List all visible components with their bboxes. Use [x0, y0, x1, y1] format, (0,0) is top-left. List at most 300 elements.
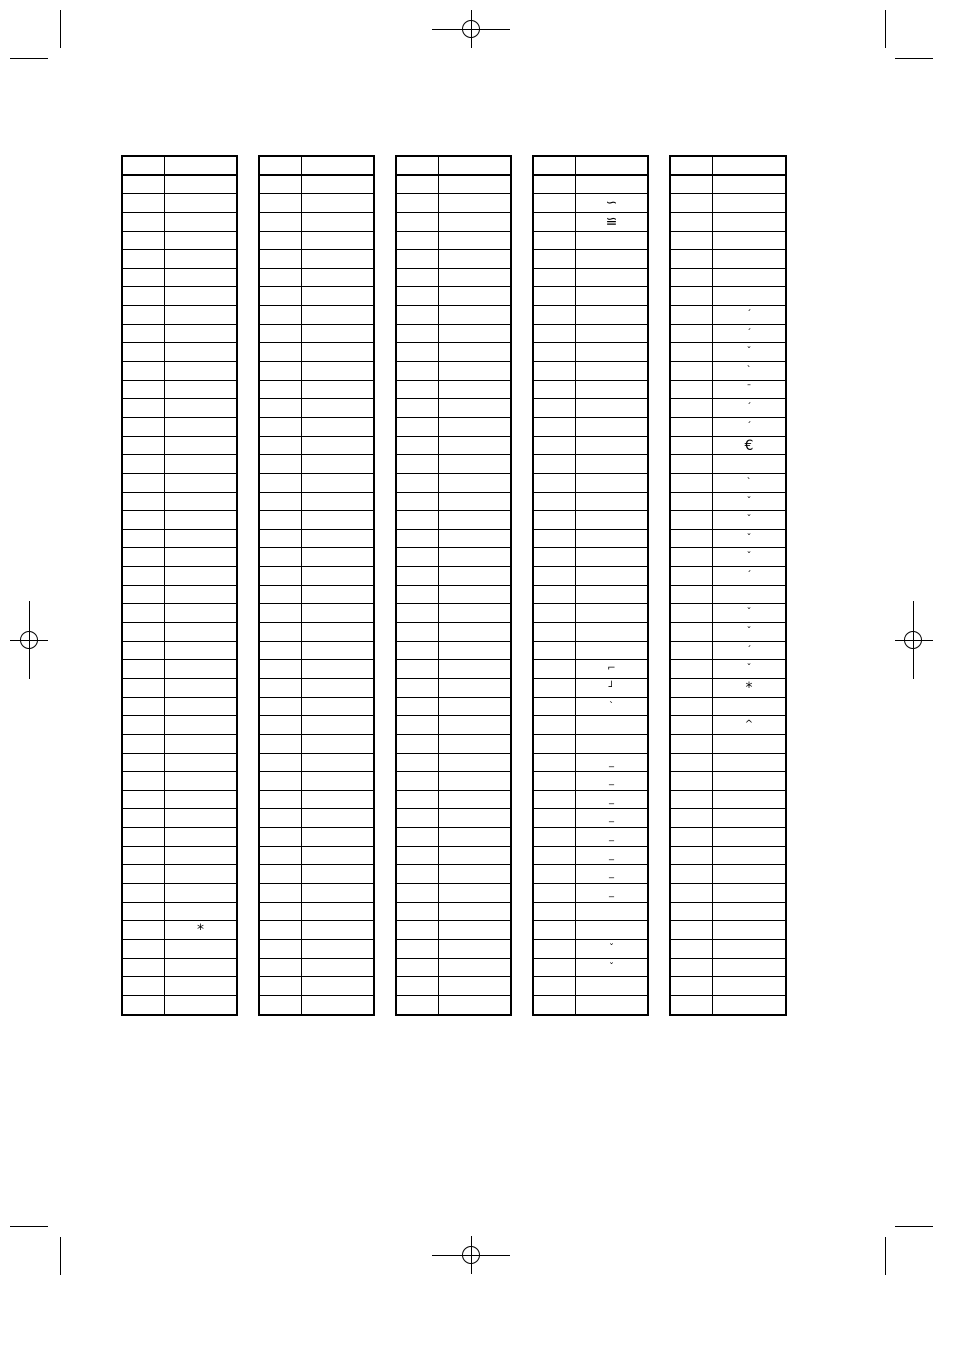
code-cell [671, 269, 713, 287]
code-cell [123, 604, 165, 622]
character-cell [439, 679, 510, 697]
character-cell [576, 530, 647, 548]
character-cell [439, 959, 510, 977]
character-cell [439, 865, 510, 883]
table-row [260, 809, 373, 828]
code-cell [534, 567, 576, 585]
code-cell [534, 306, 576, 324]
table-row [671, 698, 785, 717]
character-cell [302, 381, 373, 399]
table-row [123, 940, 236, 959]
table-row [260, 399, 373, 418]
code-cell [671, 959, 713, 977]
code-cell [123, 567, 165, 585]
table-row [397, 921, 510, 940]
code-cell [534, 716, 576, 734]
table-row [123, 716, 236, 735]
table-row [397, 530, 510, 549]
table-row [534, 548, 647, 567]
code-cell [534, 940, 576, 958]
code-cell [260, 791, 302, 809]
code-cell [671, 157, 713, 174]
character-cell: * [197, 922, 204, 939]
code-cell [534, 455, 576, 473]
table-row [671, 250, 785, 269]
character-cell [439, 194, 510, 212]
code-cell [671, 511, 713, 529]
table-row [397, 306, 510, 325]
table-row [534, 791, 647, 810]
code-cell [671, 642, 713, 660]
character-cell [439, 511, 510, 529]
table-row [260, 604, 373, 623]
character-cell: _ [609, 849, 614, 861]
table-row [123, 809, 236, 828]
code-cell [671, 567, 713, 585]
table-row [397, 269, 510, 288]
table-row [671, 567, 785, 586]
character-cell [576, 176, 647, 194]
code-cell [534, 399, 576, 417]
code-cell [260, 511, 302, 529]
table-row [260, 754, 373, 773]
code-cell [123, 977, 165, 995]
code-cell [123, 306, 165, 324]
table-row [260, 940, 373, 959]
table-row [260, 548, 373, 567]
code-cell [671, 716, 713, 734]
character-cell [165, 287, 236, 305]
character-cell [439, 754, 510, 772]
character-cell [576, 455, 647, 473]
character-cell [576, 623, 647, 641]
table-row [123, 176, 236, 195]
code-cell [123, 250, 165, 268]
table-row [397, 194, 510, 213]
table-row [534, 940, 647, 959]
table-row [123, 567, 236, 586]
table-row [123, 884, 236, 903]
table-row [397, 232, 510, 251]
code-cell [671, 437, 713, 455]
character-cell [439, 567, 510, 585]
character-cell [302, 865, 373, 883]
character-cell [165, 474, 236, 492]
code-cell [671, 213, 713, 231]
code-cell [534, 325, 576, 343]
table-row [397, 772, 510, 791]
code-cell [671, 623, 713, 641]
table-row [123, 530, 236, 549]
character-cell: ˇ [746, 495, 752, 507]
code-cell [260, 772, 302, 790]
table-row [671, 921, 785, 940]
character-cell [165, 996, 236, 1015]
table-row [397, 213, 510, 232]
character-cell [302, 511, 373, 529]
table-row [260, 306, 373, 325]
code-cell [397, 903, 439, 921]
code-cell [397, 567, 439, 585]
code-cell [260, 698, 302, 716]
character-cell [439, 455, 510, 473]
code-cell [397, 791, 439, 809]
character-cell [302, 232, 373, 250]
character-cell [165, 511, 236, 529]
table-row [671, 418, 785, 437]
character-cell [165, 157, 236, 174]
character-cell [165, 343, 236, 361]
table-row [397, 437, 510, 456]
character-cell: ´ [746, 327, 752, 339]
character-cell [439, 977, 510, 995]
code-cell [534, 642, 576, 660]
character-cell [302, 847, 373, 865]
table-row [397, 418, 510, 437]
code-cell [397, 437, 439, 455]
table-row [671, 865, 785, 884]
character-cell [713, 921, 785, 939]
table-row [671, 679, 785, 698]
character-cell [439, 418, 510, 436]
code-cell [123, 325, 165, 343]
table-row [534, 996, 647, 1015]
code-cell [260, 977, 302, 995]
table-row [260, 232, 373, 251]
table-row [260, 977, 373, 996]
code-cell [123, 679, 165, 697]
table-row [671, 735, 785, 754]
character-cell [165, 213, 236, 231]
table-row [397, 455, 510, 474]
character-cell [302, 567, 373, 585]
table-row [260, 287, 373, 306]
character-cell [165, 791, 236, 809]
code-cell [260, 865, 302, 883]
code-cell [260, 679, 302, 697]
character-cell: ´ [746, 644, 752, 656]
character-cell [439, 586, 510, 604]
code-cell [397, 418, 439, 436]
code-cell [123, 213, 165, 231]
character-cell: ∽ [605, 195, 618, 212]
character-cell [165, 735, 236, 753]
table-row [534, 306, 647, 325]
character-cell [576, 586, 647, 604]
code-cell [534, 250, 576, 268]
table-header-row [534, 157, 647, 176]
character-cell [302, 250, 373, 268]
character-cell [439, 623, 510, 641]
character-cell [439, 176, 510, 194]
table-row [260, 455, 373, 474]
character-cell [165, 176, 236, 194]
code-cell [123, 399, 165, 417]
character-cell [165, 399, 236, 417]
character-cell [439, 437, 510, 455]
character-cell [439, 381, 510, 399]
character-cell [165, 381, 236, 399]
code-cell [397, 194, 439, 212]
character-cell [576, 381, 647, 399]
character-cell [302, 679, 373, 697]
code-cell [671, 903, 713, 921]
character-table-1 [121, 155, 238, 1016]
table-row [671, 959, 785, 978]
character-cell [439, 847, 510, 865]
code-cell [397, 959, 439, 977]
code-cell [534, 996, 576, 1015]
table-row [123, 343, 236, 362]
code-cell [671, 940, 713, 958]
table-row [123, 996, 236, 1015]
code-cell [534, 157, 576, 174]
character-cell [302, 418, 373, 436]
character-cell [576, 735, 647, 753]
code-cell [671, 604, 713, 622]
table-row [534, 250, 647, 269]
code-cell [123, 903, 165, 921]
code-cell [397, 604, 439, 622]
table-row [397, 343, 510, 362]
code-cell [123, 847, 165, 865]
code-cell [260, 996, 302, 1015]
code-cell [260, 660, 302, 678]
character-cell [302, 754, 373, 772]
character-cell [576, 548, 647, 566]
code-cell [671, 548, 713, 566]
code-cell [123, 232, 165, 250]
table-row [123, 548, 236, 567]
code-cell [123, 455, 165, 473]
table-row [123, 921, 236, 940]
table-row [397, 399, 510, 418]
character-cell [302, 940, 373, 958]
table-row [260, 381, 373, 400]
character-cell [302, 194, 373, 212]
code-cell [260, 437, 302, 455]
table-row [260, 642, 373, 661]
table-row [534, 735, 647, 754]
character-cell [439, 884, 510, 902]
character-cell [713, 996, 785, 1015]
table-row [534, 232, 647, 251]
table-row [123, 903, 236, 922]
code-cell [260, 642, 302, 660]
table-row [534, 865, 647, 884]
table-row [123, 213, 236, 232]
table-row [671, 437, 785, 456]
character-cell [165, 269, 236, 287]
character-cell: ` [746, 476, 752, 488]
table-row [260, 828, 373, 847]
character-cell: _ [609, 812, 614, 824]
table-row [123, 679, 236, 698]
table-row [534, 325, 647, 344]
table-row [260, 474, 373, 493]
table-row [534, 176, 647, 195]
table-row [534, 530, 647, 549]
table-row [534, 977, 647, 996]
table-row [671, 343, 785, 362]
table-row [671, 884, 785, 903]
character-cell: * [745, 679, 753, 696]
character-cell [713, 455, 785, 473]
code-cell [534, 847, 576, 865]
table-row [260, 269, 373, 288]
character-cell [713, 698, 785, 716]
code-cell [534, 530, 576, 548]
code-cell [534, 362, 576, 380]
character-cell [165, 660, 236, 678]
code-cell [534, 772, 576, 790]
character-cell [439, 493, 510, 511]
table-row [397, 586, 510, 605]
character-cell [165, 194, 236, 212]
character-cell [439, 306, 510, 324]
character-table-5 [669, 155, 787, 1016]
code-cell [671, 809, 713, 827]
code-cell [397, 474, 439, 492]
character-cell: ˇ [609, 942, 614, 954]
character-cell: _ [609, 793, 614, 805]
code-cell [671, 791, 713, 809]
character-cell [302, 959, 373, 977]
character-cell [439, 698, 510, 716]
table-row [397, 493, 510, 512]
table-row [534, 716, 647, 735]
table-row [260, 343, 373, 362]
table-row [397, 362, 510, 381]
character-cell: ˇ [746, 607, 752, 619]
code-cell [671, 530, 713, 548]
character-cell [439, 642, 510, 660]
character-cell: _ [609, 831, 614, 843]
table-row [397, 959, 510, 978]
character-cell [576, 250, 647, 268]
table-row [397, 474, 510, 493]
code-cell [534, 660, 576, 678]
table-row [123, 977, 236, 996]
code-cell [397, 343, 439, 361]
character-cell: ˇ [746, 532, 752, 544]
character-cell [439, 903, 510, 921]
character-cell: ≌ [605, 213, 618, 230]
code-cell [123, 884, 165, 902]
code-cell [397, 754, 439, 772]
table-row [671, 977, 785, 996]
code-cell [397, 325, 439, 343]
character-cell: € [744, 437, 754, 454]
character-cell [165, 604, 236, 622]
code-cell [534, 381, 576, 399]
code-cell [123, 623, 165, 641]
character-cell [576, 287, 647, 305]
table-row [397, 679, 510, 698]
code-cell [123, 865, 165, 883]
table-row [534, 921, 647, 940]
table-row [123, 642, 236, 661]
table-row [123, 269, 236, 288]
table-row [123, 754, 236, 773]
character-cell [165, 884, 236, 902]
character-cell [165, 455, 236, 473]
character-cell [576, 362, 647, 380]
code-cell [260, 716, 302, 734]
table-row [534, 287, 647, 306]
code-cell [397, 269, 439, 287]
code-cell [260, 194, 302, 212]
code-cell [260, 847, 302, 865]
character-cell [302, 791, 373, 809]
code-cell [260, 381, 302, 399]
code-cell [123, 418, 165, 436]
table-row [123, 828, 236, 847]
table-row [397, 604, 510, 623]
table-row [123, 865, 236, 884]
table-row [397, 884, 510, 903]
code-cell [123, 548, 165, 566]
code-cell [534, 604, 576, 622]
table-row [534, 493, 647, 512]
code-cell [397, 996, 439, 1015]
character-cell [302, 474, 373, 492]
code-cell [671, 474, 713, 492]
code-cell [534, 903, 576, 921]
table-row [123, 772, 236, 791]
table-header-row [123, 157, 236, 176]
table-row [534, 623, 647, 642]
code-cell [397, 865, 439, 883]
character-cell [302, 604, 373, 622]
character-cell [713, 977, 785, 995]
code-cell [260, 586, 302, 604]
code-cell [534, 809, 576, 827]
table-row [123, 287, 236, 306]
table-row [671, 716, 785, 735]
character-cell: _ [609, 756, 614, 768]
code-cell [397, 250, 439, 268]
character-cell [439, 996, 510, 1015]
code-cell [260, 940, 302, 958]
character-cell [439, 921, 510, 939]
code-cell [534, 213, 576, 231]
character-cell [576, 977, 647, 995]
table-row [260, 959, 373, 978]
table-row [534, 847, 647, 866]
code-cell [260, 455, 302, 473]
character-cell [302, 176, 373, 194]
table-row [123, 623, 236, 642]
table-row [534, 437, 647, 456]
table-row [123, 418, 236, 437]
table-row [671, 660, 785, 679]
table-row [260, 493, 373, 512]
character-cell [302, 642, 373, 660]
table-row [671, 306, 785, 325]
character-cell [302, 884, 373, 902]
code-cell [534, 586, 576, 604]
code-cell [260, 325, 302, 343]
character-cell [165, 847, 236, 865]
character-cell [165, 623, 236, 641]
table-row [534, 474, 647, 493]
code-cell [534, 437, 576, 455]
character-cell [576, 604, 647, 622]
table-row [260, 698, 373, 717]
table-row [671, 511, 785, 530]
character-cell: ^ [744, 719, 754, 731]
